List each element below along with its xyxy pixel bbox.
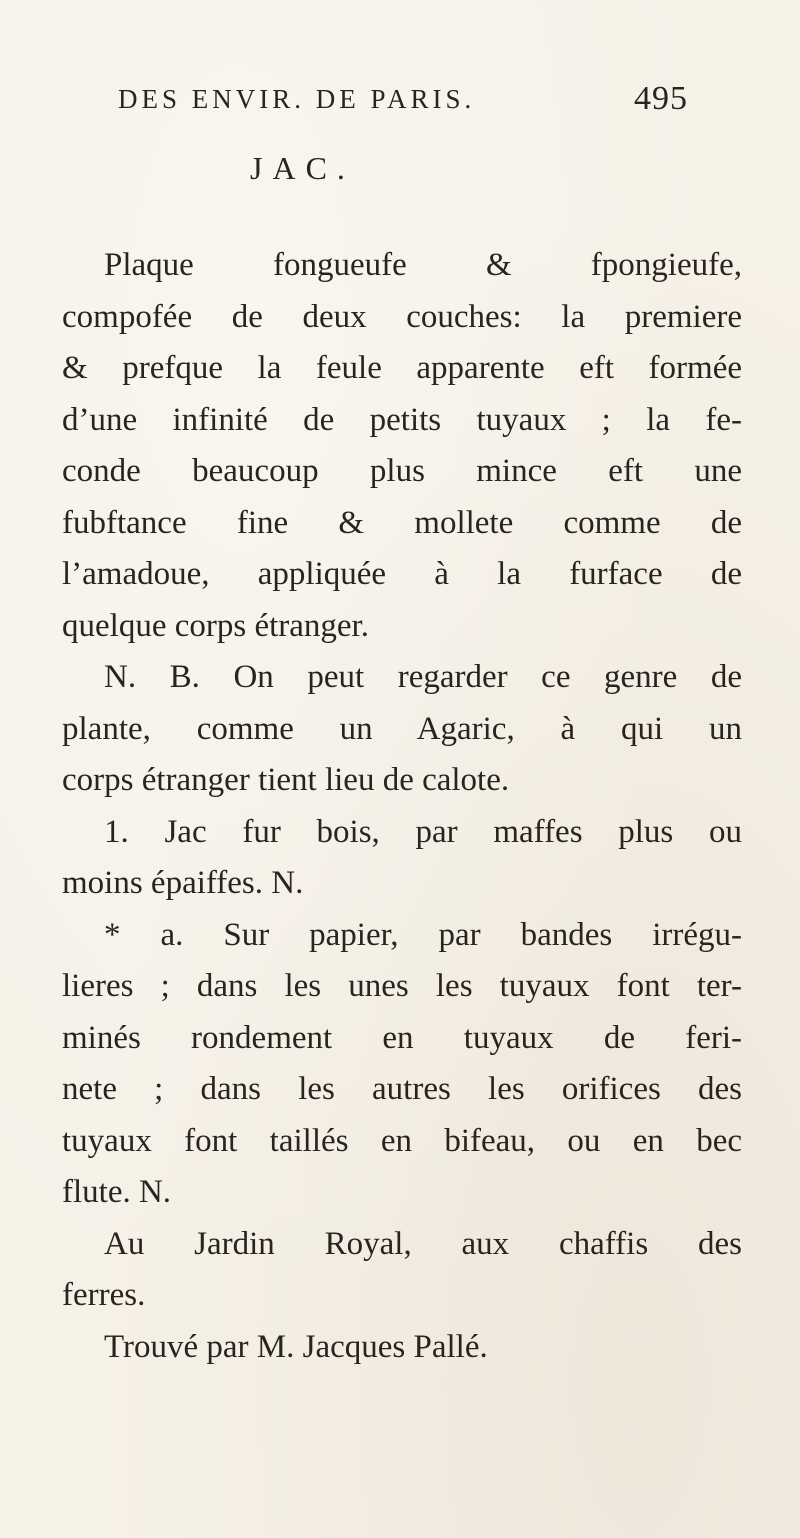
text-line: Trouvé par M. Jacques Pallé.	[104, 1328, 488, 1365]
body-text	[62, 240, 742, 1373]
paragraph-finder	[62, 1322, 742, 1374]
text-line: Plaque fongueufe & fpongieufe,	[104, 247, 742, 283]
text-line: tuyaux font taillés en bifeau, ou en bec	[62, 1122, 742, 1159]
paragraph-description	[62, 240, 742, 652]
text-line: quelque corps étranger.	[62, 607, 369, 644]
paragraph-location	[62, 1219, 742, 1322]
paragraph-species-1	[62, 807, 742, 910]
text-line: 1. Jac fur bois, par maffes plus ou	[104, 813, 742, 850]
text-line: moins épaiffes. N.	[62, 865, 304, 901]
paragraph-nota-bene	[62, 652, 742, 807]
text-line: plante, comme un Agaric, à qui un	[62, 710, 742, 747]
text-line: lieres ; dans les unes les tuyaux font ter-	[62, 968, 742, 1004]
text-line: flute. N.	[62, 1174, 172, 1210]
running-head-text: DES ENVIR. DE PARIS.	[118, 84, 476, 114]
page-number: 495	[634, 80, 688, 117]
text-line: ferres.	[62, 1277, 146, 1313]
text-line: minés rondement en tuyaux de feri-	[62, 1019, 742, 1056]
text-line: nete ; dans les autres les orifices des	[62, 1071, 742, 1107]
text-line: N. B. On peut regarder ce genre de	[104, 659, 742, 695]
text-line: d’une infinité de petits tuyaux ; la fe-	[62, 401, 742, 438]
text-line: conde beaucoup plus mince eft une	[62, 453, 742, 489]
text-line: compofée de deux couches: la premiere	[62, 298, 742, 335]
running-head	[118, 80, 688, 128]
text-line: Au Jardin Royal, aux chaffis des	[104, 1225, 742, 1262]
text-line: * a. Sur papier, par bandes irrégu-	[104, 916, 742, 953]
section-title: JAC.	[250, 150, 355, 186]
text-line: & prefque la feule apparente eft formée	[62, 350, 742, 386]
text-line: l’amadoue, appliquée à la furface de	[62, 556, 742, 592]
paragraph-variety-a	[62, 910, 742, 1219]
text-line: fubftance fine & mollete comme de	[62, 504, 742, 541]
text-line: corps étranger tient lieu de calote.	[62, 762, 510, 798]
